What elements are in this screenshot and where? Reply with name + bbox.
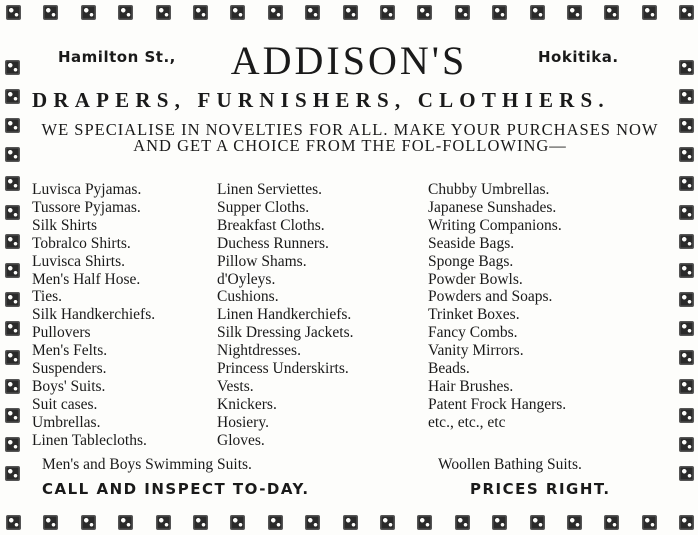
- decorative-square-border-icon: [567, 5, 582, 20]
- goods-item: Powder Bowls.: [428, 270, 523, 288]
- goods-item: Nightdresses.: [217, 342, 301, 360]
- decorative-square-border-icon: [679, 350, 694, 365]
- decorative-square-border-icon: [604, 515, 619, 530]
- intro-text: WE SPECIALISE IN NOVELTIES FOR ALL. MAKE YOUR PURCHASES NOW AND GET A CHOICE FROM THE FOL-FOLLOWING—: [41, 120, 659, 155]
- decorative-square-border-icon: [156, 5, 171, 20]
- goods-column-3: [428, 181, 566, 432]
- goods-item: Hair Brushes.: [428, 377, 514, 395]
- decorative-square-border-icon: [679, 437, 694, 452]
- left-ornament-border: [2, 22, 24, 510]
- goods-item: Gloves.: [217, 431, 265, 449]
- decorative-square-border-icon: [5, 437, 20, 452]
- decorative-square-border-icon: [679, 5, 694, 20]
- decorative-square-border-icon: [43, 5, 58, 20]
- call-to-action: CALL AND INSPECT TO-DAY.: [42, 480, 310, 498]
- trades-line: DRAPERS, FURNISHERS, CLOTHIERS.: [32, 88, 610, 112]
- goods-item: Knickers.: [217, 395, 277, 413]
- decorative-square-border-icon: [305, 5, 320, 20]
- decorative-square-border-icon: [193, 5, 208, 20]
- decorative-square-border-icon: [230, 5, 245, 20]
- decorative-square-border-icon: [679, 176, 694, 191]
- shop-name: ADDISON'S: [230, 38, 468, 83]
- decorative-square-border-icon: [380, 515, 395, 530]
- decorative-square-border-icon: [492, 5, 507, 20]
- decorative-square-border-icon: [679, 466, 694, 481]
- goods-column-1: [32, 181, 155, 450]
- goods-item: Ties.: [32, 288, 63, 306]
- top-ornament-border: [0, 2, 698, 24]
- decorative-square-border-icon: [679, 515, 694, 530]
- decorative-square-border-icon: [492, 515, 507, 530]
- decorative-square-border-icon: [343, 5, 358, 20]
- prices-tagline: PRICES RIGHT.: [470, 480, 611, 498]
- goods-item: Beads.: [428, 360, 470, 378]
- decorative-square-border-icon: [5, 350, 20, 365]
- decorative-square-border-icon: [5, 147, 20, 162]
- goods-item: Men's Half Hose.: [32, 270, 141, 288]
- goods-item: d'Oyleys.: [217, 270, 276, 288]
- decorative-square-border-icon: [118, 5, 133, 20]
- decorative-square-border-icon: [417, 5, 432, 20]
- goods-item: Trinket Boxes.: [428, 306, 520, 324]
- goods-item: Linen Serviettes.: [217, 181, 323, 198]
- goods-item: Seaside Bags.: [428, 234, 515, 252]
- goods-item: Suit cases.: [32, 395, 98, 413]
- goods-item: Sponge Bags.: [428, 252, 514, 270]
- goods-item: Men's Felts.: [32, 342, 108, 360]
- decorative-square-border-icon: [455, 5, 470, 20]
- decorative-square-border-icon: [230, 515, 245, 530]
- goods-item: Silk Shirts: [32, 216, 98, 234]
- decorative-square-border-icon: [81, 515, 96, 530]
- goods-item: Linen Tablecloths.: [32, 431, 147, 449]
- street-address: Hamilton St.,: [58, 48, 176, 66]
- decorative-square-border-icon: [5, 379, 20, 394]
- goods-item: Powders and Soaps.: [428, 288, 553, 306]
- goods-item: Tobralco Shirts.: [32, 234, 131, 252]
- goods-item: Silk Dressing Jackets.: [217, 324, 354, 342]
- decorative-square-border-icon: [679, 147, 694, 162]
- decorative-square-border-icon: [5, 205, 20, 220]
- goods-item: Supper Cloths.: [217, 198, 310, 216]
- decorative-square-border-icon: [268, 515, 283, 530]
- goods-item: Vests.: [217, 377, 254, 395]
- goods-item: Luvisca Pyjamas.: [32, 181, 142, 198]
- goods-item: Japanese Sunshades.: [428, 198, 557, 216]
- decorative-square-border-icon: [642, 515, 657, 530]
- decorative-square-border-icon: [530, 5, 545, 20]
- right-ornament-border: [676, 22, 698, 510]
- decorative-square-border-icon: [5, 466, 20, 481]
- decorative-square-border-icon: [305, 515, 320, 530]
- decorative-square-border-icon: [5, 263, 20, 278]
- decorative-square-border-icon: [642, 5, 657, 20]
- goods-item: etc., etc., etc: [428, 413, 506, 431]
- goods-item: Silk Handkerchiefs.: [32, 306, 156, 324]
- decorative-square-border-icon: [343, 515, 358, 530]
- decorative-square-border-icon: [6, 515, 21, 530]
- decorative-square-border-icon: [679, 234, 694, 249]
- decorative-square-border-icon: [380, 5, 395, 20]
- goods-item: Pullovers: [32, 324, 91, 342]
- decorative-square-border-icon: [679, 408, 694, 423]
- decorative-square-border-icon: [6, 5, 21, 20]
- goods-item: Hosiery.: [217, 413, 269, 431]
- advert-header: [0, 38, 698, 88]
- decorative-square-border-icon: [5, 234, 20, 249]
- decorative-square-border-icon: [679, 379, 694, 394]
- goods-item: Luvisca Shirts.: [32, 252, 125, 270]
- decorative-square-border-icon: [5, 118, 20, 133]
- goods-item: Chubby Umbrellas.: [428, 181, 550, 198]
- decorative-square-border-icon: [417, 515, 432, 530]
- decorative-square-border-icon: [5, 321, 20, 336]
- swimming-suits-line: Men's and Boys Swimming Suits.: [42, 456, 252, 473]
- decorative-square-border-icon: [5, 176, 20, 191]
- bathing-suits-line: Woollen Bathing Suits.: [438, 456, 582, 473]
- decorative-square-border-icon: [679, 263, 694, 278]
- town-name: Hokitika.: [538, 48, 619, 66]
- decorative-square-border-icon: [43, 515, 58, 530]
- decorative-square-border-icon: [679, 205, 694, 220]
- decorative-square-border-icon: [5, 408, 20, 423]
- decorative-square-border-icon: [530, 515, 545, 530]
- goods-item: Cushions.: [217, 288, 279, 306]
- bottom-ornament-border: [0, 512, 698, 534]
- goods-item: Linen Handkerchiefs.: [217, 306, 352, 324]
- decorative-square-border-icon: [118, 515, 133, 530]
- decorative-square-border-icon: [679, 292, 694, 307]
- goods-item: Fancy Combs.: [428, 324, 518, 342]
- goods-item: Princess Underskirts.: [217, 360, 349, 378]
- goods-item: Duchess Runners.: [217, 234, 329, 252]
- decorative-square-border-icon: [455, 515, 470, 530]
- goods-item: Pillow Shams.: [217, 252, 307, 270]
- decorative-square-border-icon: [567, 515, 582, 530]
- goods-item: Boys' Suits.: [32, 377, 106, 395]
- decorative-square-border-icon: [679, 89, 694, 104]
- decorative-square-border-icon: [5, 89, 20, 104]
- decorative-square-border-icon: [193, 515, 208, 530]
- goods-item: Umbrellas.: [32, 413, 101, 431]
- goods-item: Breakfast Cloths.: [217, 216, 325, 234]
- decorative-square-border-icon: [268, 5, 283, 20]
- goods-column-2: [217, 181, 353, 450]
- decorative-square-border-icon: [5, 292, 20, 307]
- goods-item: Patent Frock Hangers.: [428, 395, 567, 413]
- decorative-square-border-icon: [156, 515, 171, 530]
- decorative-square-border-icon: [679, 321, 694, 336]
- goods-item: Writing Companions.: [428, 216, 562, 234]
- goods-item: Tussore Pyjamas.: [32, 198, 141, 216]
- decorative-square-border-icon: [679, 118, 694, 133]
- goods-item: Vanity Mirrors.: [428, 342, 524, 360]
- decorative-square-border-icon: [604, 5, 619, 20]
- decorative-square-border-icon: [81, 5, 96, 20]
- goods-item: Suspenders.: [32, 360, 107, 378]
